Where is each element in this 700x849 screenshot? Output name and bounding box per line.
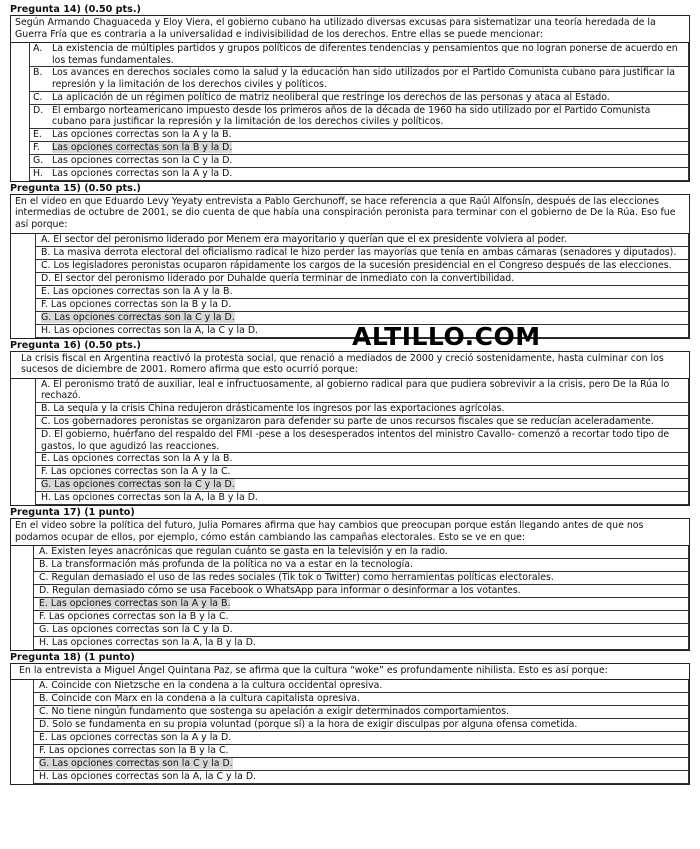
option-f-selected[interactable]: F. Las opciones correctas son la B y la D. <box>29 142 689 155</box>
question-stem: En el video en que Eduardo Levy Yeyaty entrevista a Pablo Gerchunoff, se hace referencia a que Raúl Alfonsín, después de las elecciones intermedias de octubre de 2001, se dio cuenta de que había una conspiración peronista para terminar con el gobierno de De la Rúa. Eso fue así porque: <box>11 195 689 234</box>
option-a[interactable]: A. El peronismo trató de auxiliar, leal e infructuosamente, al gobierno radical para que pudiera sobrevivir a la crisis, pero De la Rúa lo rechazó. <box>35 379 689 403</box>
question-title: Pregunta 14) (0.50 pts.) <box>10 4 141 15</box>
question-title: Pregunta 15) (0.50 pts.) <box>10 182 141 194</box>
question-title: Pregunta 16) (0.50 pts.) <box>10 339 141 351</box>
options-list <box>11 43 689 181</box>
option-d[interactable]: D. El embargo norteamericano impuesto desde los primeros años de la década de 1960 ha sido utilizado por el Partido Comunista cubano para justificar la represión y la limitación de los derechos civiles y políticos. <box>29 105 689 129</box>
option-c[interactable]: C. Los legisladores peronistas ocuparon rápidamente los cargos de la sucesión presidencial en el Congreso después de las elecciones. <box>35 260 689 273</box>
option-h[interactable]: H. Las opciones correctas son la A y la D. <box>29 168 689 181</box>
question-16 <box>10 351 690 507</box>
options-list <box>11 546 689 650</box>
option-g-selected[interactable]: G. Las opciones correctas son la C y la D. <box>35 479 689 492</box>
option-f-highlighted-text: Las opciones correctas son la B y la D. <box>52 141 233 153</box>
option-b[interactable]: B. La transformación más profunda de la política no va a estar en la tecnología. <box>33 559 689 572</box>
option-c[interactable]: C. La aplicación de un régimen político de matriz neoliberal que restringe los derechos de las personas y ataca al Estado. <box>29 92 689 105</box>
question-stem: En el video sobre la política del futuro, Julia Pomares afirma que hay cambios que preocupan porque están llegando antes de que nos podamos ocupar de ellos, por ejemplo, cómo están cambiando las campañas electorales. Esto se ve en que: <box>11 519 689 546</box>
option-e[interactable]: E. Las opciones correctas son la A y la B. <box>29 129 689 142</box>
question-stem: Según Armando Chaguaceda y Eloy Viera, el gobierno cubano ha utilizado diversas excusas para sistematizar una teoría heredada de la Guerra Fría que es contraria a la universalidad e indivisibilidad de los derechos. Entre ellas se puede mencionar: <box>11 16 689 43</box>
option-e[interactable]: E. Las opciones correctas son la A y la B. <box>35 286 689 299</box>
option-d[interactable]: D. Solo se fundamenta en su propia voluntad (porque sí) a la hora de exigir disculpas por alguna ofensa cometida. <box>33 719 689 732</box>
option-h[interactable]: H. Las opciones correctas son la A, la B y la D. <box>33 637 689 650</box>
options-list <box>11 379 689 505</box>
option-b[interactable]: B. La sequía y la crisis China redujeron drásticamente los ingresos por las exportaciones agrícolas. <box>35 403 689 416</box>
option-b[interactable]: B. Coincide con Marx en la condena a la cultura capitalista opresiva. <box>33 693 689 706</box>
question-17 <box>10 518 690 651</box>
option-h[interactable]: H. Las opciones correctas son la A, la C y la D. <box>33 771 689 784</box>
option-f[interactable]: F. Las opciones correctas son la B y la C. <box>33 745 689 758</box>
question-stem: En la entrevista a Miguel Ángel Quintana Paz, se afirma que la cultura “woke” es profundamente nihilista. Esto es así porque: <box>11 664 689 680</box>
option-a[interactable]: A. El sector del peronismo liderado por Menem era mayoritario y querían que el ex presidente volviera al poder. <box>35 234 689 247</box>
option-h[interactable]: H. Las opciones correctas son la A, la C y la D. <box>35 325 689 338</box>
option-d[interactable]: D. El gobierno, huérfano del respaldo del FMI -pese a los desesperados intentos del ministro Cavallo- comenzó a recortar todo tipo de gastos, lo que agudizó las reacciones. <box>35 429 689 453</box>
question-title: Pregunta 17) (1 punto) <box>10 507 135 519</box>
exam-page <box>10 3 690 785</box>
option-h[interactable]: H. Las opciones correctas son la A, la B y la D. <box>35 492 689 505</box>
question-14 <box>10 15 690 182</box>
option-b[interactable]: B. La masiva derrota electoral del oficialismo radical le hizo perder las mayorías que tenía en ambas cámaras (senadores y diputados). <box>35 247 689 260</box>
option-a[interactable]: A. Coincide con Nietzsche en la condena a la cultura occidental opresiva. <box>33 680 689 693</box>
option-c[interactable]: C. No tiene ningún fundamento que sostenga su apelación a exigir determinados comportamientos. <box>33 706 689 719</box>
option-g[interactable]: G. Las opciones correctas son la C y la D. <box>33 624 689 637</box>
option-f[interactable]: F. Las opciones correctas son la A y la C. <box>35 466 689 479</box>
question-15 <box>10 194 690 339</box>
question-stem: La crisis fiscal en Argentina reactivó la protesta social, que renació a mediados de 2000 y creció sostenidamente, hasta culminar con los sucesos de diciembre de 2001. Romero afirma que esto ocurrió porque: <box>11 352 689 379</box>
option-e[interactable]: E. Las opciones correctas son la A y la B. <box>35 453 689 466</box>
option-f[interactable]: F. Las opciones correctas son la B y la C. <box>33 611 689 624</box>
option-f[interactable]: F. Las opciones correctas son la B y la D. <box>35 299 689 312</box>
option-a[interactable]: A. La existencia de múltiples partidos y grupos políticos de diferentes tendencias y pensamientos que no logran ponerse de acuerdo en los temas fundamentales. <box>29 43 689 67</box>
option-g[interactable]: G. Las opciones correctas son la C y la D. <box>29 155 689 168</box>
question-18 <box>10 663 690 785</box>
options-list <box>11 680 689 784</box>
option-e[interactable]: E. Las opciones correctas son la A y la D. <box>33 732 689 745</box>
question-title: Pregunta 18) (1 punto) <box>10 652 135 664</box>
option-g-selected[interactable]: G. Las opciones correctas son la C y la D. <box>33 758 689 771</box>
option-d[interactable]: D. Regulan demasiado cómo se usa Facebook o WhatsApp para informar o desinformar a los votantes. <box>33 585 689 598</box>
option-b[interactable]: B. Los avances en derechos sociales como la salud y la educación han sido utilizados por el Partido Comunista cubano para justificar la represión y la limitación de los derechos civiles y políticos. <box>29 67 689 91</box>
option-c[interactable]: C. Los gobernadores peronistas se organizaron para defender su parte de unos recursos fiscales que se reducían aceleradamente. <box>35 416 689 429</box>
option-d[interactable]: D. El sector del peronismo liderado por Duhalde quería terminar de inmediato con la convertibilidad. <box>35 273 689 286</box>
site-watermark: ALTILLO.COM <box>352 322 541 351</box>
option-e-selected[interactable]: E. Las opciones correctas son la A y la B. <box>33 598 689 611</box>
option-c[interactable]: C. Regulan demasiado el uso de las redes sociales (Tik tok o Twitter) como herramientas políticas electorales. <box>33 572 689 585</box>
options-list <box>11 234 689 338</box>
option-g-selected[interactable]: G. Las opciones correctas son la C y la D. <box>35 312 689 325</box>
option-a[interactable]: A. Existen leyes anacrónicas que regulan cuánto se gasta en la televisión y en la radio. <box>33 546 689 559</box>
